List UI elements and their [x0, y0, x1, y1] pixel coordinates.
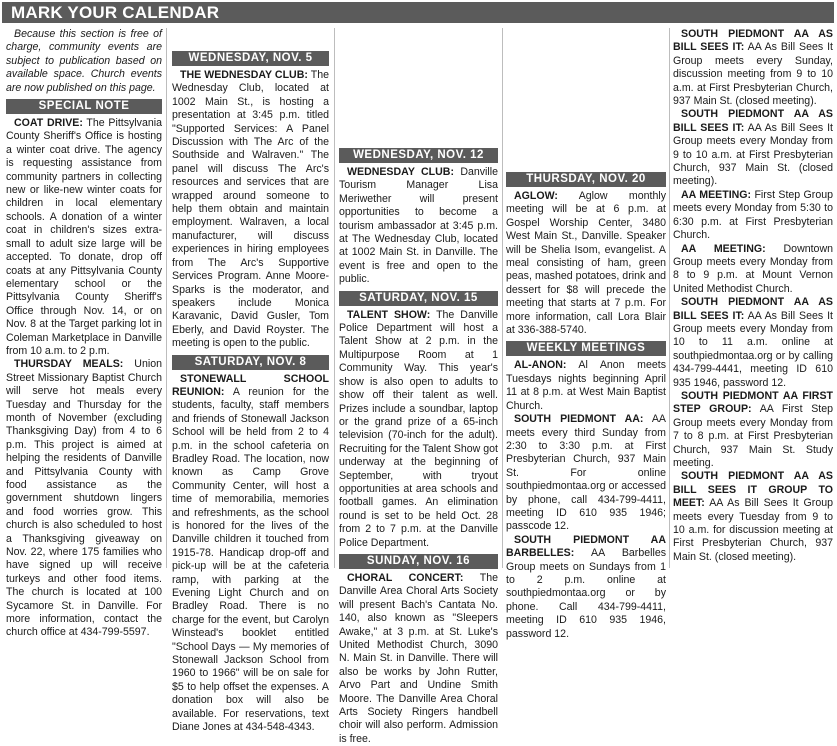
event-body: Al Anon meets Tuesdays nights beginning April 11 at 8 p.m. at West Main Baptist Church. — [506, 359, 667, 412]
event-lead: TALENT SHOW: — [347, 308, 431, 321]
column-divider — [502, 28, 503, 568]
section-header-wednesday: WEDNESDAY, NOV. 5 — [172, 51, 329, 66]
event-lead: AA MEETING: — [681, 188, 752, 201]
event-body: AA meets every third Sunday from 2:30 to 3:30 p.m. at First Presbyterian Church, 937 Main St. For online southpiedmontaa.org or accessed by phone, call 434-799-4411, meeting ID 610 935 1946; passcode 12. — [506, 413, 666, 533]
event-lead: AL-ANON: — [514, 359, 567, 372]
event-lead: WEDNESDAY CLUB: — [347, 166, 454, 178]
event-body: Union Street Missionary Baptist Church will serve hot meals every Tuesday and Thursday for the month of November (excluding Thanksgiving Day) from 4 to 6 p.m. This project is aimed at helping the residents of Danville and Pittsylvania County with food assistance as the government shutdown lingers and food worries grow. This church is also scheduled to host a Thanksgiving giveaway on Nov. 22, where 175 families who have signed up will receive turkeys and other food items. The church is located at 100 Sycamore St. in Danville. For more information, contact the church office at 434-799-5597. — [6, 358, 162, 639]
section-header-saturday-15: SATURDAY, NOV. 15 — [339, 291, 498, 306]
event-body: The Danville Area Choral Arts Society will present Bach's Cantata No. 140, also known as "Sleepers Awake," at 3 p.m. at St. Luke's United Methodist Church, 3090 N. Main St. in Danville. There will also be works by John Rutter, Arvo Part and Undine Smith Moore. The Danville Area Choral Arts Society Ringers handbell choir will also perform. Admission is free. — [339, 571, 498, 745]
event-stonewall-reunion — [172, 373, 329, 735]
event-lead: SOUTH PIEDMONT AA FIRST STEP GROUP: — [673, 389, 833, 416]
calendar-banner: MARK YOUR CALENDAR — [2, 2, 834, 23]
column-2 — [172, 14, 329, 734]
event-lead: AA MEETING: — [681, 242, 766, 255]
event-first-step-group — [673, 390, 833, 470]
event-wednesday-club — [172, 69, 329, 351]
event-bill-sees-it-tuesday — [673, 470, 833, 564]
column-3 — [339, 28, 498, 745]
section-header-sunday-16: SUNDAY, NOV. 16 — [339, 554, 498, 569]
event-south-piedmont-aa — [506, 413, 666, 534]
column-divider — [669, 28, 670, 568]
column-divider — [166, 28, 167, 568]
event-body: AA As Bill Sees It Group meets every Sunday, discussion meeting from 9 to 10 a.m. at First Presbyterian Church, 937 Main St. (closed meeting). — [673, 41, 833, 108]
event-body: AA As Bill Sees It Group meets every Monday from 10 to 11 a.m. online at southpiedmontaa.org or by calling 434-799-4441, meeting ID 610 935 1946, password 12. — [673, 309, 833, 389]
section-header-saturday: SATURDAY, NOV. 8 — [172, 355, 329, 370]
event-aa-meeting-downtown — [673, 243, 833, 297]
event-aglow — [506, 190, 666, 337]
event-lead: SOUTH PIEDMONT AA: — [514, 413, 644, 426]
event-aa-meeting-first-step — [673, 189, 833, 243]
column-5 — [673, 28, 833, 568]
event-choral-concert — [339, 572, 498, 746]
event-lead: THURSDAY MEALS: — [14, 358, 124, 371]
event-al-anon — [506, 359, 666, 413]
event-thursday-meals — [6, 358, 162, 640]
event-lead: SOUTH PIEDMONT AA AS BILL SEES IT: — [673, 296, 833, 322]
event-body: First Step Group meets every Monday from 5:30 to 6:30 p.m. at First Presbyterian Church. — [673, 188, 833, 242]
section-header-special-note: SPECIAL NOTE — [6, 99, 162, 114]
event-body: Aglow monthly meeting will be at 6 p.m. at Gospel Worship Center, 3480 West Main St., Danville. Speaker will be Shelia Isom, evangelist. A meal consisting of ham, green peas, mashed potatoes, drink and dessert for $8 will precede the meeting that starts at 7 p.m. For more information, call Lora Blair at 336-388-5740. — [506, 190, 666, 337]
event-aa-barbelles — [506, 534, 666, 641]
event-body: AA As Bill Sees It Group meets every Tuesday from 9 to 10 a.m. for discussion meeting at First Presbyterian Church, 937 Main St. (closed meeting). — [673, 497, 834, 563]
event-coat-drive — [6, 117, 162, 358]
event-body: A reunion for the students, faculty, staff members and friends of Stonewall Jackson School will be held from 2 to 4 p.m. in the school cafeteria on Bradley Road. The location, now known as Camp Grove Community Center, will host a time of memorabilia, memories and refreshments, as the school is honored for the lives of the Danville children it touched from 1915-78. Handicap drop-off and pick-up will be at the cafeteria ramp, with parking at the Evening Light Church and on Bradley Road. There is no charge for the event, but Carolyn Winstead's booklet entitled "School Days — My memories of Stonewall Jackson School from 1960 to 1966" will be on sale for $5 to help offset the expenses. A donation box will also be available. For reservations, text Diane Jones at 434-548-4343. — [172, 385, 329, 734]
event-body: AA First Step Group meets every Monday from 7 to 8 p.m. at First Presbyterian Church, 937 Main St. Study meeting. — [673, 403, 834, 469]
event-lead: CHORAL CONCERT: — [347, 571, 464, 584]
event-body: AA Barbelles Group meets on Sundays from 1 to 2 p.m. online at southpiedmontaa.org or by phone. Call 434-799-4411, meeting ID 610 935 1946, password 12. — [506, 547, 667, 640]
event-bill-sees-it-monday — [673, 108, 833, 188]
column-4 — [506, 28, 667, 640]
event-talent-show — [339, 309, 498, 550]
event-body: Downtown Group meets every Monday from 8 to 9 p.m. at Mount Vernon United Methodist Church. — [673, 242, 833, 295]
event-lead: SOUTH PIEDMONT AA AS BILL SEES IT: — [673, 108, 833, 134]
event-lead: SOUTH PIEDMONT AA BARBELLES: — [506, 533, 666, 560]
event-bill-sees-it-sunday — [673, 28, 833, 108]
event-body: The Wednesday Club, located at 1002 Main St., is hosting a presentation at 3:45 p.m. titled "Supported Services: A Panel Discussion with The Arc of the Southside and Walraven." The panel will discuss The Arc's resources and services that are wrapped around someone to help them obtain and maintain employment. Walraven, a local manufacturer, will discuss experiences in hiring employees from The Arc's Supportive Services Program. Anne Moore-Sparks is the moderator, and speakers include Monica Karavanic, David Gusler, Tom Eberly, and David Royster. The meeting is open to the public. — [172, 69, 329, 350]
event-wednesday-club-12 — [339, 166, 498, 287]
event-body: AA As Bill Sees It Group meets every Monday from 9 to 10 a.m. at First Presbyterian Church, 937 Main St. (closed meeting). — [673, 121, 833, 188]
event-body: The Pittsylvania County Sheriff's Office is hosting a winter coat drive. The agency is requesting assistance from community partners in collecting new or like-new winter coats for children in local elementary schools. A donation of a winter coat in children's sizes extra-small to adult size large will be accepted. To donate, drop off coats at any Pittsylvania County elementary school or the Pittsylvania County Sheriff's Office through Nov. 14, or on Nov. 8 at the Target parking lot in Coleman Marketplace in Danville from 10 a.m. to 2 p.m. — [6, 117, 162, 357]
column-1 — [6, 28, 162, 639]
column-divider — [334, 28, 335, 568]
section-header-thursday-20: THURSDAY, NOV. 20 — [506, 172, 666, 187]
event-lead: SOUTH PIEDMONT AA AS BILL SEES IT: — [673, 28, 833, 54]
event-lead: AGLOW: — [514, 190, 558, 202]
event-body: Danville Tourism Manager Lisa Meriwether will present opportunities to become a tourism ambassador at 3:45 p.m. at The Wednesday Club, located at 1002 Main St. in Danville. The event is free and open to the public. — [339, 166, 498, 286]
event-lead: STONEWALL SCHOOL REUNION: — [172, 372, 329, 398]
section-header-weekly: WEEKLY MEETINGS — [506, 341, 666, 356]
event-body: The Danville Police Department will host a Talent Show at 2 p.m. in the Multipurpose Room at 1 Community Way. This year's show is also open to adults to show off their talent as well. Prizes include a soundbar, laptop or the grand prize of a 65-inch television (70-inch for the adult). Recruiting for the Talent Show got underway at the beginning of September, with tryout opportunities at area schools and football games. An elimination round is set to be held Oct. 28 from 2 to 7 p.m. at the Danville Police Department. — [339, 308, 498, 549]
event-bill-sees-it-online — [673, 296, 833, 390]
intro-note: Because this section is free of charge, community events are subject to publication based on available space. Church events are now published on this page. — [6, 28, 162, 94]
section-header-wednesday-12: WEDNESDAY, NOV. 12 — [339, 148, 498, 163]
event-lead: SOUTH PIEDMONT AA AS BILL SEES IT GROUP TO MEET: — [673, 470, 833, 510]
event-lead: COAT DRIVE: — [14, 117, 83, 130]
event-lead: THE WEDNESDAY CLUB: — [180, 69, 308, 81]
